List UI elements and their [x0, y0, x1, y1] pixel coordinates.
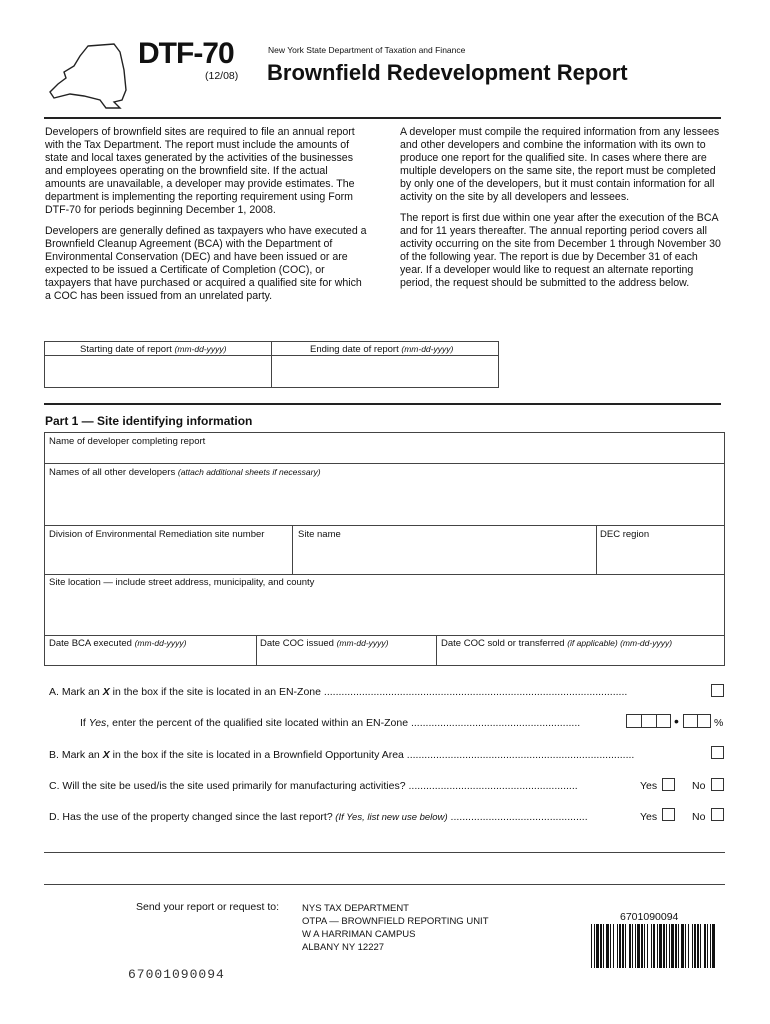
- form-code: DTF-70: [138, 37, 234, 70]
- site-name-label: Site name: [298, 529, 341, 540]
- use-changed-yes-checkbox[interactable]: [662, 808, 675, 821]
- barcode-number: 6701090094: [620, 911, 679, 923]
- intro-right-column: [400, 126, 722, 298]
- coc-sold-date-label: Date COC sold or transferred (if applicable) (mm-dd-yyyy): [441, 638, 673, 649]
- dec-region-label: DEC region: [600, 529, 650, 540]
- percent-sign: %: [714, 717, 724, 729]
- question-d-yes-label: Yes: [640, 811, 658, 823]
- digit-divider: [697, 715, 698, 727]
- digit-divider: [656, 715, 657, 727]
- question-a-text: A. Mark an X in the box if the site is located in an EN-Zone ........................................................................................................: [49, 686, 628, 698]
- question-d-no-label: No: [692, 811, 706, 823]
- mailing-address: [302, 902, 489, 954]
- address-line: W A HARRIMAN CAMPUS: [302, 929, 416, 940]
- question-a2-text: If Yes, enter the percent of the qualified site located within an EN-Zone ..........................................................: [80, 717, 581, 729]
- scan-line-number: 67001090094: [128, 967, 225, 982]
- question-b-text: B. Mark an X in the box if the site is located in a Brownfield Opportunity Area ..............................................................................: [49, 749, 635, 761]
- en-zone-checkbox[interactable]: [711, 684, 724, 697]
- en-zone-percent-decimal-field[interactable]: [683, 714, 711, 728]
- question-d-text: D. Has the use of the property changed since the last report? (If Yes, list new use below) ...............................................: [49, 811, 588, 823]
- send-to-label: Send your report or request to:: [136, 901, 279, 913]
- department-name: New York State Department of Taxation and Finance: [268, 45, 466, 55]
- new-york-state-outline-icon: [44, 42, 130, 112]
- use-changed-no-checkbox[interactable]: [711, 808, 724, 821]
- site-location-label: Site location — include street address, municipality, and county: [49, 577, 315, 588]
- intro-paragraph: The report is first due within one year after the execution of the BCA and for 11 years thereafter. The annual reporting period covers all activity occurring on the site from December 1 through November 30 of the following year. The report is due by December 31 of each year. If a developer would like to request an alternate reporting period, the request should be submitted to the address below.: [400, 212, 721, 289]
- intro-left-column: [45, 126, 367, 311]
- barcode-icon: [590, 924, 718, 968]
- bca-date-label: Date BCA executed (mm-dd-yyyy): [49, 638, 187, 649]
- en-zone-percent-field[interactable]: [626, 714, 671, 728]
- intro-paragraph: Developers of brownfield sites are required to file an annual report with the Tax Department. The report must include the amounts of state and local taxes generated by the activities of the businesses and employees operating on the brownfield site. If the actual amounts are unavailable, a developer may provide estimates. The department is implementing the reporting requirement using Form DTF-70 for periods beginning December 1, 2008.: [45, 126, 355, 216]
- question-c-text: C. Will the site be used/is the site used primarily for manufacturing activities? ..........................................................: [49, 780, 578, 792]
- new-use-line[interactable]: [44, 884, 725, 885]
- part1-rule: [44, 403, 721, 405]
- date-header-divider: [44, 355, 499, 356]
- start-date-label: Starting date of report (mm-dd-yyyy): [80, 344, 227, 355]
- coc-issued-date-label: Date COC issued (mm-dd-yyyy): [260, 638, 389, 649]
- intro-paragraph: Developers are generally defined as taxpayers who have executed a Brownfield Cleanup Agreement (BCA) with the Department of Environmental Conservation (DEC) and have been issued or are expected to be issued a Certificate of Completion (COC), or taxpayers that have purchased or acquired a qualified site for which a COC has been issued from an unrelated party.: [45, 225, 367, 302]
- address-line: ALBANY NY 12227: [302, 942, 385, 953]
- der-site-number-label: Division of Environmental Remediation site number: [49, 529, 265, 540]
- end-date-label: Ending date of report (mm-dd-yyyy): [310, 344, 454, 355]
- new-use-line[interactable]: [44, 852, 725, 853]
- manufacturing-no-checkbox[interactable]: [711, 778, 724, 791]
- page-title: Brownfield Redevelopment Report: [267, 60, 628, 85]
- question-c-yes-label: Yes: [640, 780, 658, 792]
- digit-divider: [641, 715, 642, 727]
- question-c-no-label: No: [692, 780, 706, 792]
- decimal-point: •: [674, 713, 679, 729]
- address-line: NYS TAX DEPARTMENT: [302, 903, 409, 914]
- developer-name-label: Name of developer completing report: [49, 436, 206, 447]
- other-developers-label: Names of all other developers (attach additional sheets if necessary): [49, 467, 321, 478]
- form-revision-date: (12/08): [205, 70, 239, 82]
- part1-heading: Part 1 — Site identifying information: [45, 414, 253, 428]
- header-rule: [44, 117, 721, 119]
- intro-paragraph: A developer must compile the required information from any lessees and other developers and combine the information with its own to produce one report for the qualified site. In cases where there are multiple developers on the same site, the report must be completed by only one of the developers, but it must contain information for all activity on the site by all developers and lessees.: [400, 126, 720, 203]
- manufacturing-yes-checkbox[interactable]: [662, 778, 675, 791]
- address-line: OTPA — BROWNFIELD REPORTING UNIT: [302, 916, 489, 927]
- brownfield-opportunity-checkbox[interactable]: [711, 746, 724, 759]
